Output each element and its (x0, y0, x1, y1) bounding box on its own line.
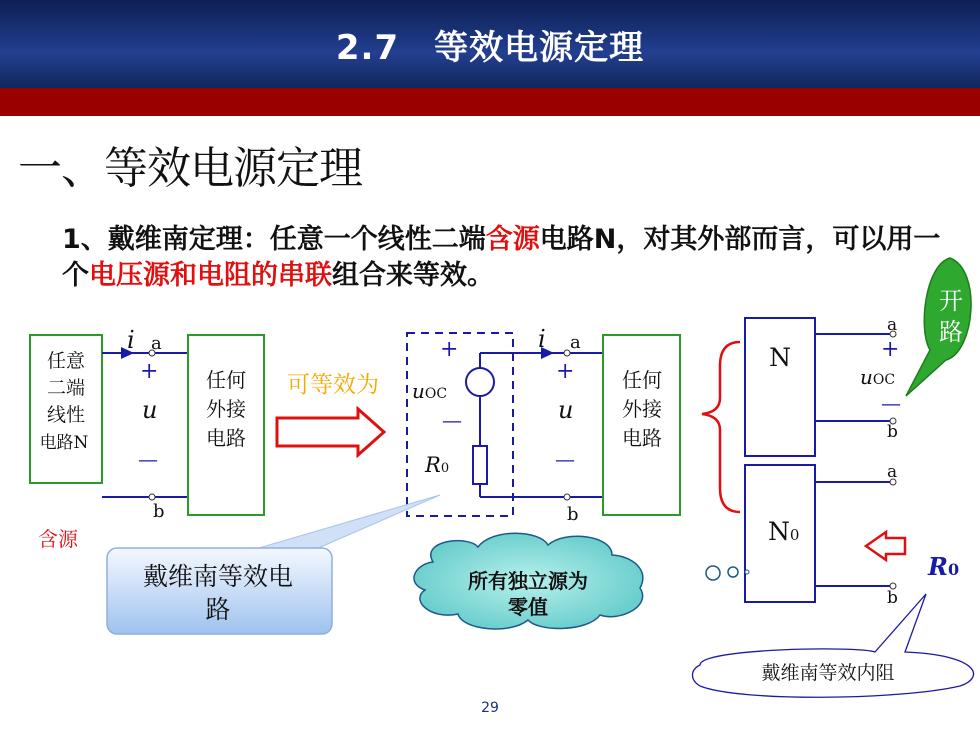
resistor-icon (473, 446, 487, 484)
section-heading: 一、等效电源定理 (18, 143, 362, 194)
theorem-highlight-1: 含源 (485, 224, 540, 255)
external-circuit-box-2 (603, 335, 680, 515)
thought-bubble-1 (706, 566, 720, 580)
thought-bubble-2 (728, 567, 738, 577)
current-label: i (127, 326, 135, 354)
thevenin-wires (480, 353, 603, 497)
equivalence-arrow-icon (277, 409, 384, 455)
equivalent-label: 可等效为 (287, 372, 379, 398)
open-circuit-line-1: 开 (939, 287, 963, 315)
active-network-line-2: 二端 (46, 377, 86, 399)
active-source-label: 含源 (38, 527, 78, 551)
zero-sources-line-1: 所有独立源为 (468, 569, 588, 593)
network-n-label: N (769, 343, 791, 372)
node-a-label-2: a (570, 332, 581, 353)
node-a-label: a (151, 333, 162, 354)
node-b-label: b (153, 501, 165, 522)
active-network-line-3: 线性 (46, 404, 86, 426)
voltage-source-icon (466, 368, 494, 396)
external-circuit-line-3: 电路 (206, 426, 246, 450)
terminal-b (149, 494, 155, 500)
voltage-plus-2: + (556, 359, 575, 384)
external-circuit-line-2: 外接 (206, 397, 246, 421)
thevenin-callout-line-1: 戴维南等效电 (142, 562, 294, 591)
n0-node-a-label: a (887, 462, 898, 482)
n0-node-b-label: b (887, 588, 898, 608)
active-network-line-1: 任意 (46, 350, 86, 372)
node-b-label-2: b (567, 504, 579, 525)
theorem-text-2: 电路N，对其外部而言，可以用一个 (62, 224, 941, 291)
open-circuit-line-2: 路 (939, 318, 963, 346)
voltage-minus-2: — (555, 447, 575, 471)
theorem-text-3: 组合来等效。 (332, 260, 494, 291)
voltage-plus: + (140, 359, 159, 384)
n-plus: + (881, 337, 900, 362)
voltage-label: u (142, 396, 158, 424)
r0-label: R0 (425, 453, 450, 477)
n-node-a-label: a (887, 315, 898, 335)
network-n-box (745, 318, 815, 456)
voltage-minus: — (138, 447, 158, 471)
external-circuit-box (188, 335, 264, 515)
page-number: 29 (481, 700, 499, 716)
external-circuit-2-line-2: 外接 (622, 397, 662, 421)
external-circuit-2-line-1: 任何 (622, 368, 662, 392)
external-circuit-line-1: 任何 (206, 368, 246, 392)
voltage-label-2: u (558, 396, 574, 424)
current-label-2: i (538, 325, 546, 353)
thevenin-callout-pointer (245, 495, 440, 556)
theorem-highlight-2: 电压源和电阻的串联 (89, 260, 332, 291)
source-minus: — (442, 408, 462, 432)
brace-icon (702, 342, 740, 512)
network-n0-label: N0 (768, 517, 800, 546)
active-network-line-4: 电路N (39, 433, 89, 453)
source-plus: + (440, 337, 459, 362)
terminal-b-2 (564, 494, 570, 500)
theorem-text-1: 1、戴维南定理：任意一个线性二端 (62, 224, 486, 255)
resistance-arrow-icon (866, 532, 905, 560)
slide-title: 2.7 等效电源定理 (335, 28, 645, 68)
zero-sources-line-2: 零值 (508, 595, 548, 619)
thevenin-callout-line-2: 路 (205, 595, 231, 624)
external-circuit-2-line-3: 电路 (622, 426, 662, 450)
n-node-b-label: b (887, 422, 898, 442)
uoc-label: uOC (412, 379, 448, 403)
n-uoc-label: uOC (860, 365, 896, 389)
n-minus: — (881, 391, 901, 415)
r0-bold-label: R0 (928, 552, 960, 581)
thought-bubble-3 (745, 570, 749, 574)
thevenin-resistance-label: 戴维南等效内阻 (761, 662, 895, 684)
